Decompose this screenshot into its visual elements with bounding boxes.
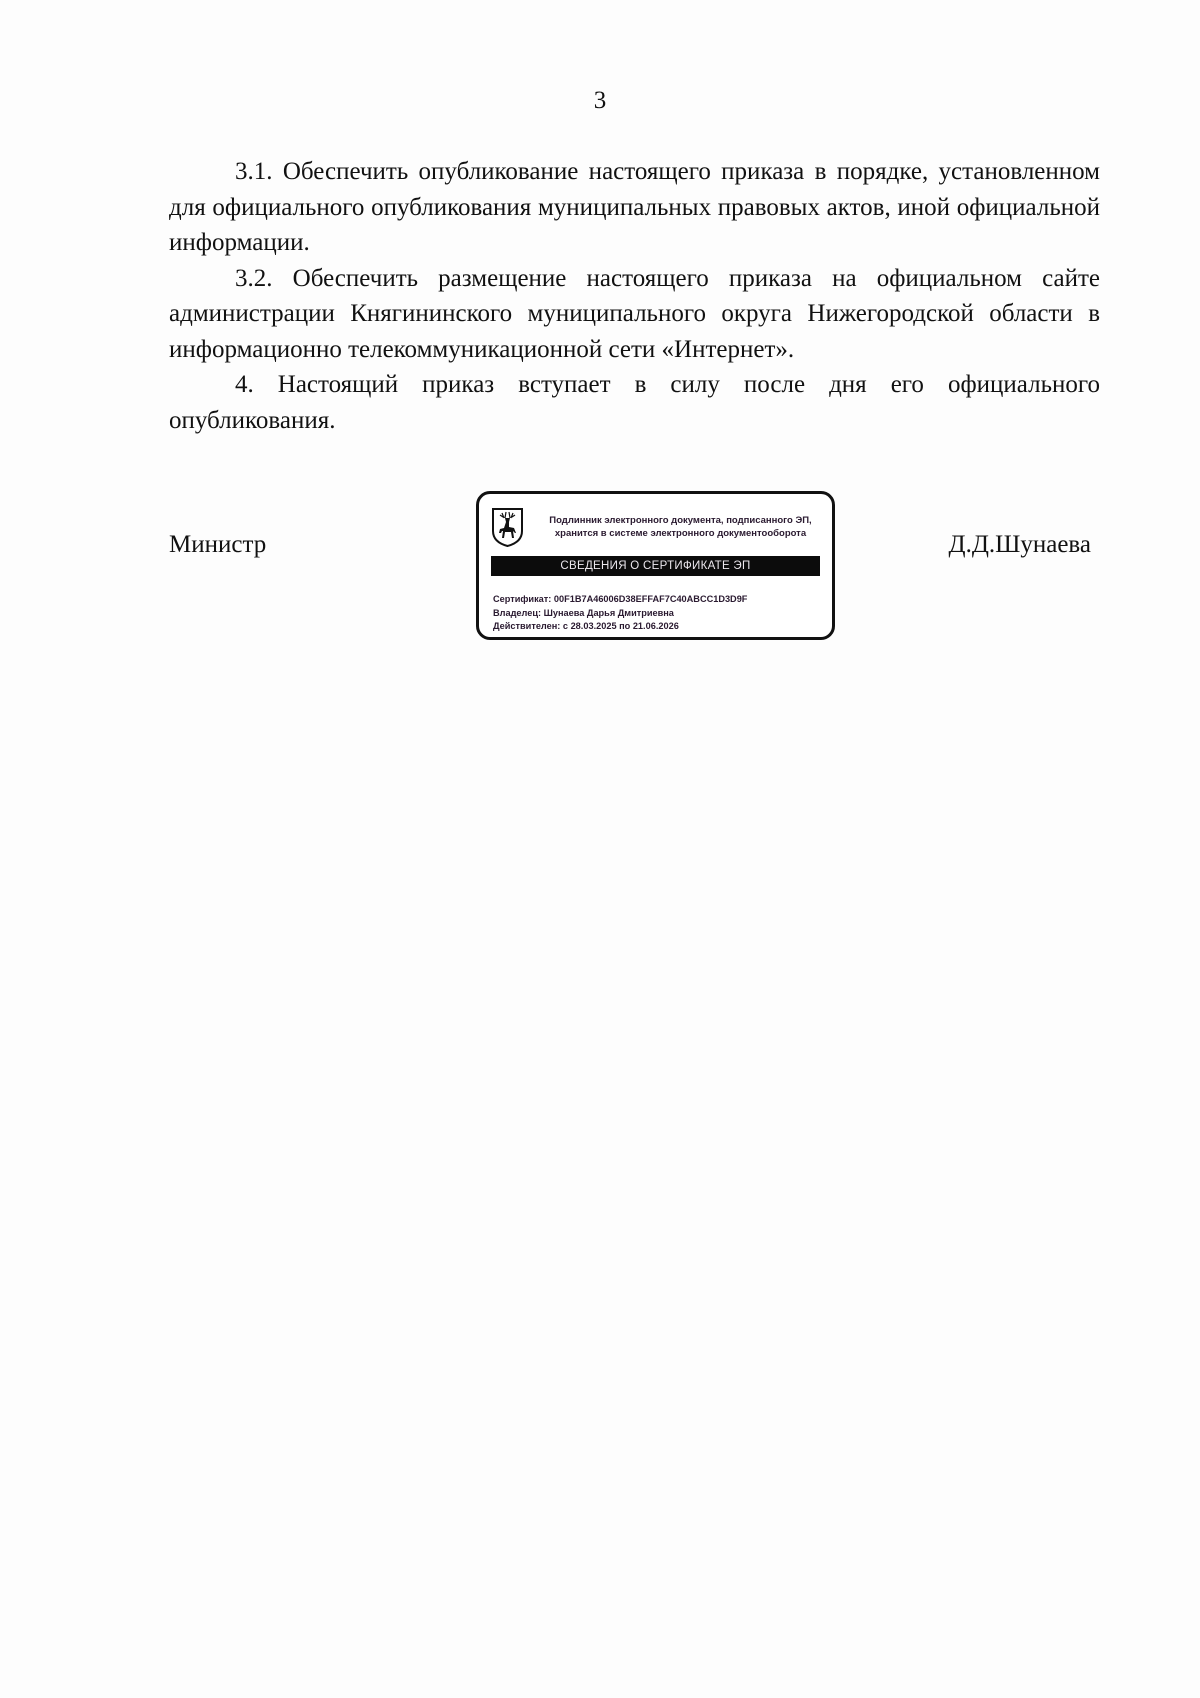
certificate-details	[493, 593, 747, 634]
stamp-heading	[537, 514, 824, 540]
paragraph-4: 4. Настоящий приказ вступает в силу после дня его официального опубликования.	[169, 371, 1100, 434]
paragraph-3-1: 3.1. Обеспечить опубликование настоящего приказа в порядке, установленном для официального опубликования муниципальных правовых актов, иной официальной информации.	[169, 158, 1100, 256]
signatory-title: Министр	[169, 531, 267, 558]
certificate-validity: Действителен: с 28.03.2025 по 21.06.2026	[493, 621, 679, 631]
paragraph-3-2: 3.2. Обеспечить размещение настоящего приказа на официальном сайте администрации Княгининского муниципального округа Нижегородской области в информационно телекоммуникационной сети «Интернет».	[169, 264, 1100, 363]
certificate-number: Сертификат: 00F1B7A46006D38EFFAF7C40ABCC1D3D9F	[493, 594, 748, 604]
page-number: 3	[593, 87, 607, 114]
deer-emblem-icon	[491, 507, 524, 547]
electronic-signature-stamp	[476, 491, 835, 640]
stamp-heading-line-2: хранится в системе электронного документооборота	[554, 528, 807, 539]
certificate-owner: Владелец: Шунаева Дарья Дмитриевна	[493, 607, 674, 618]
document-body	[169, 154, 1100, 438]
signatory-name: Д.Д.Шунаева	[948, 531, 1091, 558]
stamp-heading-line-1: Подлинник электронного документа, подписанного ЭП,	[549, 515, 812, 526]
certificate-info-bar: СВЕДЕНИЯ О СЕРТИФИКАТЕ ЭП	[491, 556, 820, 576]
